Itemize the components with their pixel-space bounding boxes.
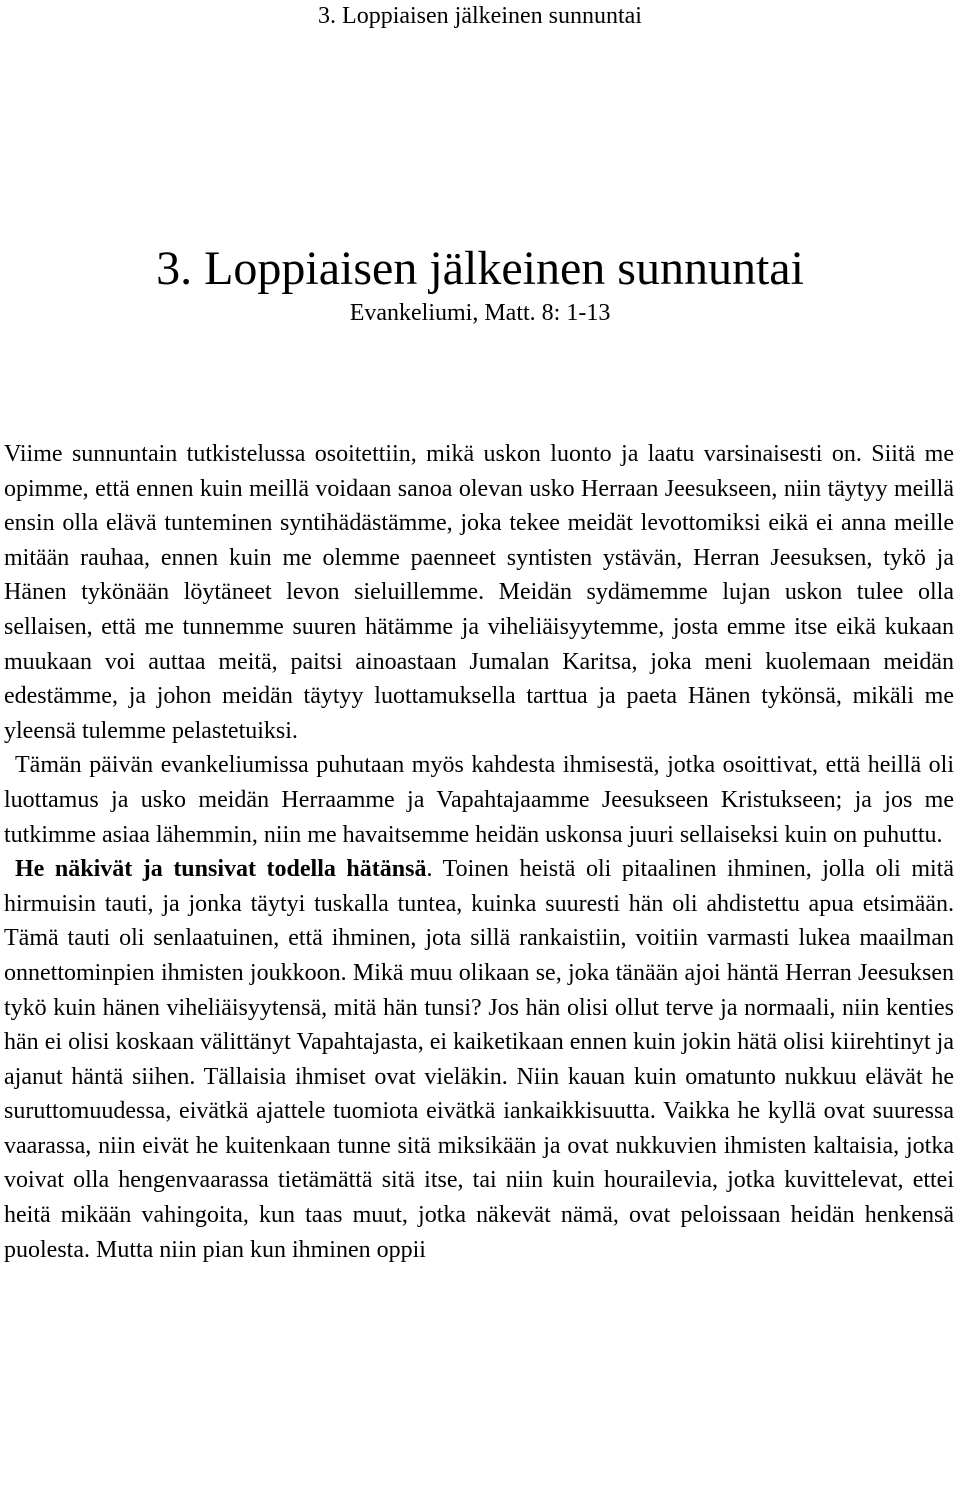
paragraph-3-emphasis: He näkivät ja tunsivat todella hätänsä — [15, 856, 427, 883]
paragraph-2: Tämän päivän evankeliumissa puhutaan myös kahdesta ihmisestä, jotka osoittivat, että heillä oli luottamus ja usko meidän Herraamme ja Vapahtajaamme Jeesukseen Kristukseen; ja jos me tutkimme asiaa lähemmin, niin me havaitsemme heidän uskonsa juuri sellaiseksi kuin on puhuttu. — [4, 752, 954, 848]
running-header: 3. Loppiaisen jälkeinen sunnuntai — [318, 3, 642, 29]
scripture-reference: Evankeliumi, Matt. 8: 1-13 — [349, 300, 611, 326]
paragraph-1: Viime sunnuntain tutkistelussa osoitettiin, mikä uskon luonto ja laatu varsinaisesti on. Siitä me opimme, että ennen kuin meillä voidaan sanoa olevan usko Herraan Jeesukseen, niin täytyy meillä ensin olla elävä tunteminen syntihädästämme, joka tekee meidät levottomiksi eikä ei anna meille mitään rauhaa, ennen kuin me olemme paenneet syntisten ystävän, Herran Jeesuksen, tykö ja Hänen tykönään löytäneet levon sieluillemme. Meidän sydämemme lujan uskon tulee olla sellaisen, että me tunnemme suuren hätämme ja viheliäisyytemme, josta emme itse eikä kukaan muukaan voi auttaa meitä, paitsi ainoastaan Jumalan Karitsa, joka meni kuolemaan meidän edestämme, ja johon meidän täytyy luottamuksella tarttua ja paeta Hänen tykönsä, mikäli me yleensä tulemme pelastetuiksi. — [4, 441, 954, 744]
body-text — [4, 437, 954, 1267]
paragraph-3-text: . Toinen heistä oli pitaalinen ihminen, jolla oli mitä hirmuisin tauti, ja jonka täytyi tuskalla tuntea, kuinka suuresti hän oli ahdistettu apua etsimään. Tämä tauti oli senlaatuinen, että ihminen, jota sillä rankaistiin, voitiin varmasti lukea maailman onnettominpien ihmisten joukkoon. Mikä muu olikaan se, joka tänään ajoi häntä Herran Jeesuksen tykö kuin hänen viheliäisyytensä, mitä hän tunsi? Jos hän olisi ollut terve ja normaali, niin kenties hän ei olisi koskaan välittänyt Vapahtajasta, ei kaiketikaan ennen kuin jokin hätä olisi kiirehtinyt ja ajanut häntä siihen. Tällaisia ihmiset ovat vieläkin. Niin kauan kuin omatunto nukkuu elävät he suruttomuudessa, eivätkä ajattele tuomiota eivätkä iankaikkisuutta. Vaikka he kyllä ovat suuressa vaarassa, niin eivät he kuitenkaan tunne sitä miksikään ja ovat nukkuvien ihmisten kaltaisia, jotka voivat olla hengenvaarassa tietämättä sitä itse, tai niin kuin hourailevia, jotka kuvittelevat, ettei heitä mikään vahingoita, kun taas muut, jotka näkevät nämä, ovat peloissaan heidän henkensä puolesta. Mutta niin pian kun ihminen oppii — [4, 856, 954, 1263]
paragraph-3 — [4, 852, 954, 1267]
page-title: 3. Loppiaisen jälkeinen sunnuntai — [156, 242, 804, 295]
